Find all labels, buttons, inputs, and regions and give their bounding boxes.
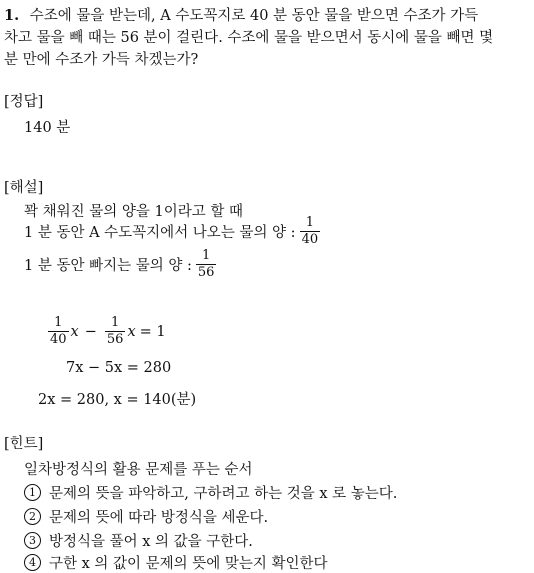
fraction-numerator: 1 bbox=[54, 315, 63, 330]
eq1-variable-2: x bbox=[127, 323, 136, 340]
hint-step-2 bbox=[24, 506, 268, 527]
eq1-fraction-1 bbox=[48, 316, 69, 348]
fraction-denominator: 56 bbox=[197, 264, 215, 280]
hint-step-text: 구한 x 의 값이 문제의 뜻에 맞는지 확인한다 bbox=[49, 556, 328, 572]
hint-label: [힌트] bbox=[4, 436, 44, 452]
hint-step-text: 방정식을 풀어 x 의 값을 구한다. bbox=[49, 534, 253, 550]
eq1-minus: − bbox=[84, 323, 97, 340]
hint-step-text: 문제의 뜻에 따라 방정식을 세운다. bbox=[49, 510, 269, 526]
step-number-circle: 3 bbox=[24, 532, 41, 549]
explanation-line-2 bbox=[24, 216, 322, 248]
problem-line-1 bbox=[4, 4, 478, 25]
eq1-variable-1: x bbox=[70, 323, 79, 340]
fraction-denominator: 40 bbox=[301, 231, 319, 247]
fraction-denominator: 56 bbox=[106, 331, 124, 347]
explanation-line-2-text: 1 분 동안 A 수도꼭지에서 나오는 물의 양 : bbox=[24, 225, 296, 242]
fraction-numerator: 1 bbox=[305, 215, 314, 230]
answer-label: [정답] bbox=[4, 94, 44, 110]
problem-line-2: 차고 물을 빼 때는 56 분이 걸린다. 수조에 물을 받으면서 동시에 물을 빼면 몇 bbox=[4, 30, 494, 46]
equation-1 bbox=[46, 316, 166, 348]
equation-2: 7x − 5x = 280 bbox=[66, 360, 172, 376]
eq1-fraction-2 bbox=[105, 316, 126, 348]
problem-line-3: 분 만에 수조가 가득 차겠는가? bbox=[4, 52, 199, 68]
fraction-numerator: 1 bbox=[111, 315, 120, 330]
fraction-1-56 bbox=[196, 249, 217, 281]
explanation-line-3 bbox=[24, 249, 218, 281]
explanation-line-1: 꽉 채워진 물의 양을 1이라고 할 때 bbox=[24, 204, 243, 220]
answer-value: 140 분 bbox=[24, 120, 71, 136]
hint-intro: 일차방정식의 활용 문제를 푸는 순서 bbox=[24, 462, 253, 478]
hint-step-1 bbox=[24, 482, 397, 503]
explanation-line-3-text: 1 분 동안 빠지는 물의 양 : bbox=[24, 258, 192, 275]
hint-step-text: 문제의 뜻을 파악하고, 구하려고 하는 것을 x 로 놓는다. bbox=[49, 486, 398, 502]
step-number-circle: 1 bbox=[24, 484, 41, 501]
step-number-circle: 4 bbox=[24, 554, 41, 571]
problem-text-1: 수조에 물을 받는데, A 수도꼭지로 40 분 동안 물을 받으면 수조가 가득 bbox=[29, 8, 479, 24]
fraction-numerator: 1 bbox=[201, 248, 211, 263]
hint-step-3 bbox=[24, 530, 253, 551]
step-number-circle: 2 bbox=[24, 508, 41, 525]
hint-step-4 bbox=[24, 552, 328, 573]
explanation-label: [해설] bbox=[4, 180, 44, 196]
problem-number: 1. bbox=[4, 7, 20, 24]
equation-3: 2x = 280, x = 140(분) bbox=[38, 392, 197, 408]
fraction-denominator: 40 bbox=[50, 331, 67, 347]
fraction-1-40 bbox=[300, 216, 321, 248]
eq1-rhs: = 1 bbox=[139, 323, 166, 340]
